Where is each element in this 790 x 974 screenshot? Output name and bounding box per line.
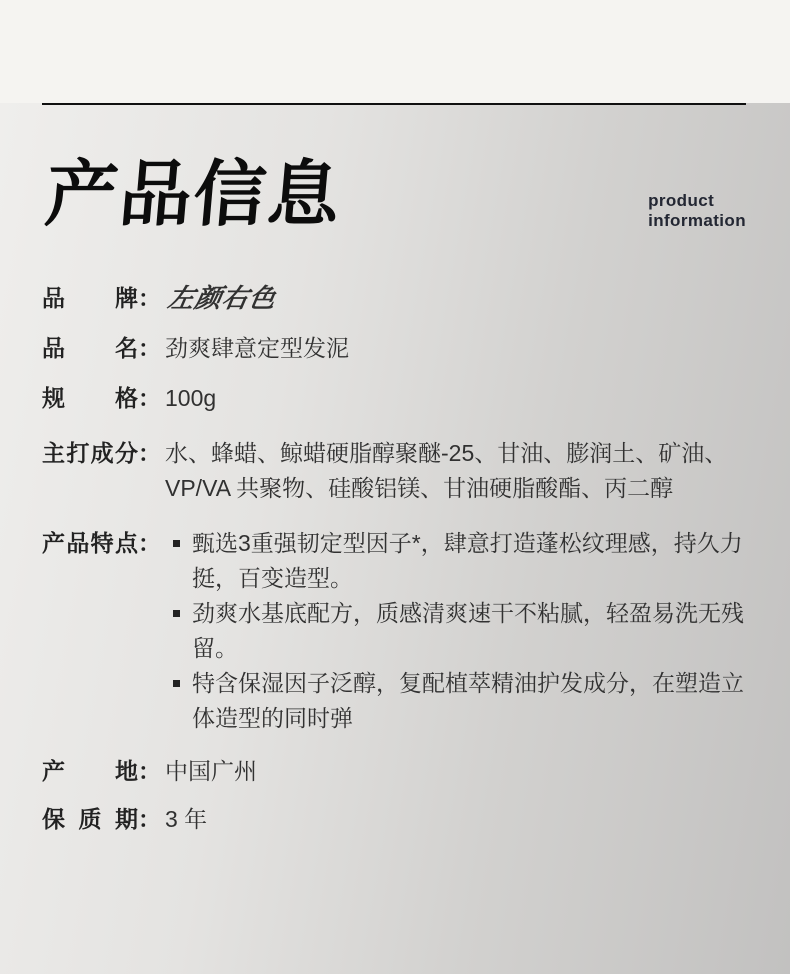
feature-item (165, 526, 745, 596)
page-title: 产品信息 (42, 155, 346, 235)
ingredients-label: 主打成分 (42, 440, 138, 466)
page-title-english-line1: product (648, 191, 715, 210)
origin-value: 中国广州 (165, 758, 257, 784)
feature-item-text: 特含保湿因子泛醇，复配植萃精油护发成分，在塑造立体造型的同时弹 (192, 670, 744, 731)
brand-colon: ： (138, 285, 161, 311)
bullet-square-icon (173, 540, 180, 547)
feature-item-text: 劲爽水基底配方，质感清爽速干不粘腻，轻盈易洗无残留。 (192, 600, 744, 661)
ingredients-value: 水、蜂蜡、鲸蜡硬脂醇聚醚-25、甘油、膨润土、矿油、VP/VA 共聚物、硅酸铝镁、甘油硬脂酸酯、丙二醇 (165, 440, 728, 501)
feature-item (165, 596, 745, 666)
size-label: 规格 (42, 385, 138, 411)
product-name-value: 劲爽肆意定型发泥 (165, 335, 349, 361)
spec-row-product-name (42, 331, 746, 366)
feature-list (165, 526, 745, 736)
product-name-colon: ： (138, 335, 161, 361)
bullet-square-icon (173, 680, 180, 687)
shelf-life-label: 保质期 (42, 806, 138, 832)
spec-row-shelf-life (42, 802, 746, 837)
product-info-panel (0, 103, 790, 974)
feature-item-text: 甄选3重强韧定型因子*，肆意打造蓬松纹理感，持久力挺，百变造型。 (192, 530, 743, 591)
features-colon: ： (138, 530, 161, 556)
page-title-english (648, 191, 746, 237)
spec-row-brand (42, 281, 746, 316)
shelf-life-value: 3 年 (165, 806, 208, 832)
page-title-english-line2: information (648, 211, 746, 230)
size-value: 100g (165, 385, 217, 411)
spec-row-size (42, 381, 746, 416)
header-divider-line (42, 103, 746, 105)
features-value (165, 526, 745, 736)
spec-list (42, 281, 746, 837)
product-name-label: 品名 (42, 335, 138, 361)
brand-label: 品牌 (42, 285, 138, 311)
brand-value-logo: 左颜右色 (165, 283, 279, 313)
spec-row-origin (42, 754, 746, 789)
spec-row-ingredients (42, 436, 746, 506)
ingredients-colon: ： (138, 440, 161, 466)
features-label: 产品特点 (42, 530, 138, 556)
spec-row-features (42, 526, 746, 736)
feature-item (165, 666, 745, 736)
origin-label: 产地 (42, 758, 138, 784)
top-strip (0, 0, 790, 15)
bullet-square-icon (173, 610, 180, 617)
shelf-life-colon: ： (138, 806, 161, 832)
size-colon: ： (138, 385, 161, 411)
header (42, 147, 746, 237)
origin-colon: ： (138, 758, 161, 784)
